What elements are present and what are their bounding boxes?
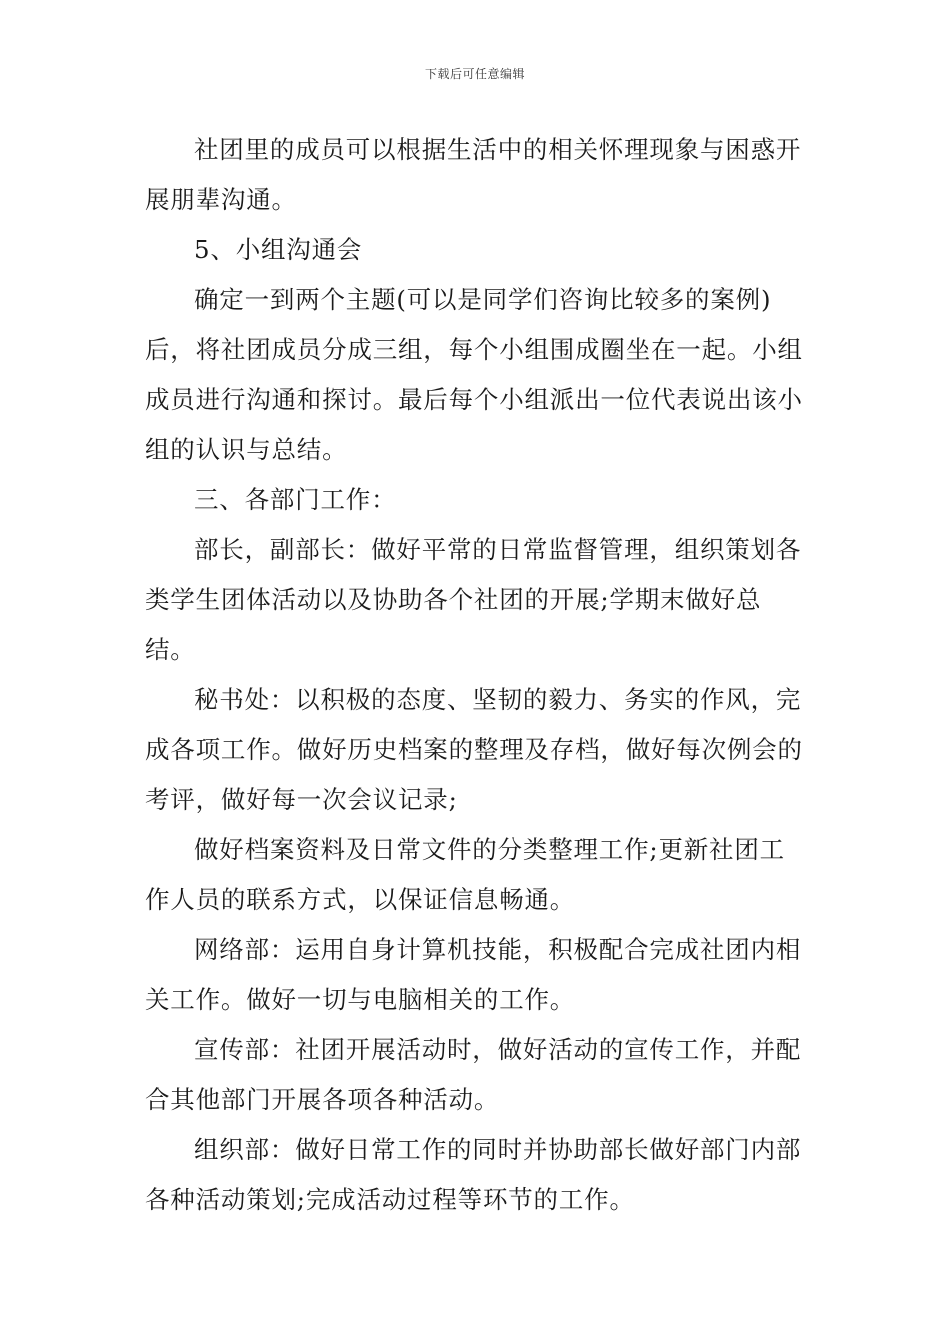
paragraph-group-meeting: 确定一到两个主题(可以是同学们咨询比较多的案例)后，将社团成员分成三组，每个小组围成圈坐在一起。小组成员进行沟通和探讨。最后每个小组派出一位代表说出该小组的认识与总结。: [145, 285, 803, 464]
paragraph-publicity-dept: 宣传部：社团开展活动时，做好活动的宣传工作，并配合其他部门开展各项各种活动。: [145, 1035, 802, 1114]
heading-department-work: 三、各部门工作：: [194, 485, 397, 514]
page-header: 下载后可任意编辑: [424, 67, 525, 81]
paragraph-secretariat: 秘书处：以积极的态度、坚韧的毅力、务实的作风，完成各项工作。做好历史档案的整理及存档，做好每次例会的考评，做好每一次会议记录;: [145, 685, 803, 814]
paragraph-minister: 部长，副部长：做好平常的日常监督管理，组织策划各类学生团体活动以及协助各个社团的开展;学期末做好总结。: [145, 535, 802, 664]
paragraph-organization-dept: 组织部：做好日常工作的同时并协助部长做好部门内部各种活动策划;完成活动过程等环节的工作。: [145, 1135, 802, 1214]
paragraph-network-dept: 网络部：运用自身计算机技能，积极配合完成社团内相关工作。做好一切与电脑相关的工作。: [145, 935, 802, 1014]
paragraph-peer-communication: 社团里的成员可以根据生活中的相关怀理现象与困惑开展朋辈沟通。: [145, 135, 802, 214]
document-body: [145, 125, 810, 1225]
heading-group-meeting: 5、小组沟通会: [194, 235, 363, 264]
paragraph-archives: 做好档案资料及日常文件的分类整理工作;更新社团工作人员的联系方式，以保证信息畅通。: [145, 835, 785, 914]
